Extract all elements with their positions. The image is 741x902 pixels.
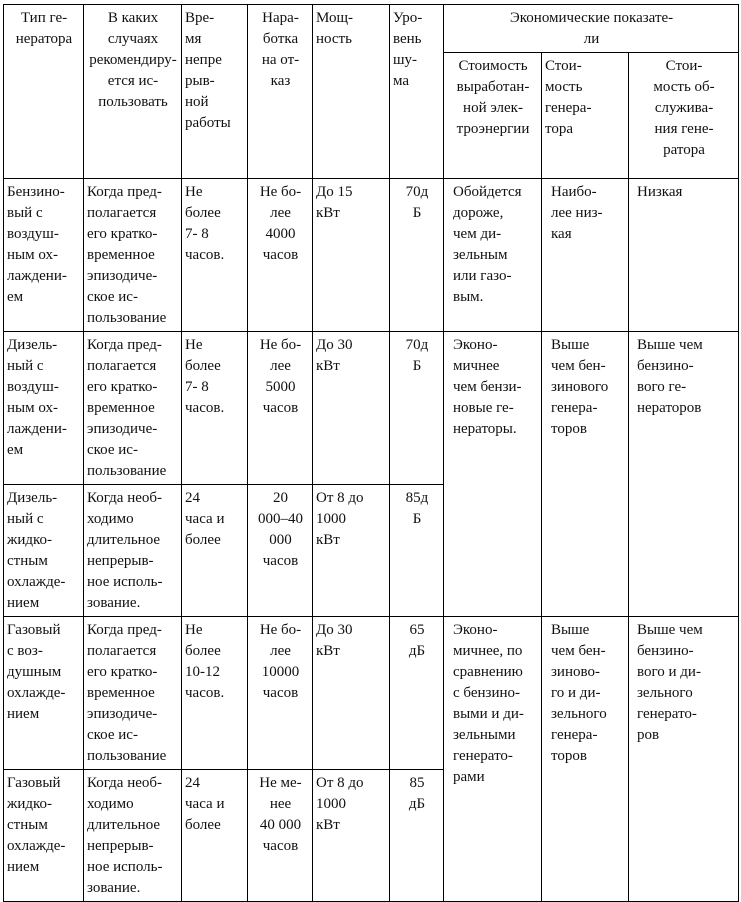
cell-cases: Когда необ- ходимо длительное непрерыв- ное исполь- зование. bbox=[84, 770, 182, 902]
cell-noise: 85д Б bbox=[390, 485, 444, 617]
header-generator-type: Тип ге- нератора bbox=[4, 5, 84, 179]
cell-type: Бензино- вый с воздуш- ным ох- лаждени- ем bbox=[4, 179, 84, 332]
cell-noise: 85 дБ bbox=[390, 770, 444, 902]
table-row bbox=[4, 332, 739, 485]
cell-energy-cost: Эконо- мичнее чем бензи- новые ге- нераторы. bbox=[444, 332, 542, 617]
cell-noise: 65 дБ bbox=[390, 617, 444, 770]
cell-cases: Когда пред- полагается его кратко- временное эпизодиче- ское ис- пользование bbox=[84, 179, 182, 332]
cell-noise: 70д Б bbox=[390, 179, 444, 332]
cell-type: Газовый жидко- стным охлажде- нием bbox=[4, 770, 84, 902]
cell-generator-cost: Наибо- лее низ- кая bbox=[542, 179, 629, 332]
cell-time: 24 часа и более bbox=[182, 770, 248, 902]
cell-power: От 8 до 1000 кВт bbox=[313, 485, 390, 617]
header-row-top bbox=[4, 5, 739, 53]
cell-energy-cost: Обойдется дороже, чем ди- зельным или газо- вым. bbox=[444, 179, 542, 332]
cell-energy-cost: Эконо- мичнее, по сравнению с бензино- выми и ди- зельными генерато- рами bbox=[444, 617, 542, 902]
cell-time: Не более 7- 8 часов. bbox=[182, 332, 248, 485]
header-power: Мощ- ность bbox=[313, 5, 390, 179]
generator-comparison-table bbox=[3, 4, 739, 902]
cell-type: Дизель- ный с жидко- стным охлажде- нием bbox=[4, 485, 84, 617]
header-noise-level: Уро- вень шу- ма bbox=[390, 5, 444, 179]
cell-power: До 15 кВт bbox=[313, 179, 390, 332]
cell-type: Газовый с воз- душным охлажде- нием bbox=[4, 617, 84, 770]
header-energy-cost: Стоимость выработан- ной элек- троэнергии bbox=[444, 53, 542, 179]
table-row bbox=[4, 179, 739, 332]
cell-noise: 70д Б bbox=[390, 332, 444, 485]
cell-power: От 8 до 1000 кВт bbox=[313, 770, 390, 902]
cell-service-cost: Низкая bbox=[629, 179, 739, 332]
cell-mtbf: Не бо- лее 10000 часов bbox=[248, 617, 313, 770]
cell-mtbf: Не бо- лее 4000 часов bbox=[248, 179, 313, 332]
header-mean-time-between-failures: Нара- ботка на от- каз bbox=[248, 5, 313, 179]
cell-mtbf: Не бо- лее 5000 часов bbox=[248, 332, 313, 485]
table-header bbox=[4, 5, 739, 179]
cell-time: Не более 7- 8 часов. bbox=[182, 179, 248, 332]
header-generator-cost: Стои- мость генера- тора bbox=[542, 53, 629, 179]
table-row bbox=[4, 617, 739, 770]
header-continuous-operation-time: Вре- мя непре рыв- ной работы bbox=[182, 5, 248, 179]
cell-cases: Когда пред- полагается его кратко- временное эпизодиче- ское ис- пользование bbox=[84, 617, 182, 770]
cell-time: Не более 10-12 часов. bbox=[182, 617, 248, 770]
cell-mtbf: Не ме- нее 40 000 часов bbox=[248, 770, 313, 902]
cell-mtbf: 20 000–40 000 часов bbox=[248, 485, 313, 617]
header-economic-indicators: Экономические показате- ли bbox=[444, 5, 739, 53]
header-recommended-use: В каких случаях рекомендиру- ется ис- пользовать bbox=[84, 5, 182, 179]
cell-generator-cost: Выше чем бен- зиново- го и ди- зельного генера- торов bbox=[542, 617, 629, 902]
cell-service-cost: Выше чем бензино- вого ге- нераторов bbox=[629, 332, 739, 617]
cell-generator-cost: Выше чем бен- зинового генера- торов bbox=[542, 332, 629, 617]
header-service-cost: Стои- мость об- служива- ния гене- ратора bbox=[629, 53, 739, 179]
table-body bbox=[4, 179, 739, 902]
cell-service-cost: Выше чем бензино- вого и ди- зельного генерато- ров bbox=[629, 617, 739, 902]
cell-time: 24 часа и более bbox=[182, 485, 248, 617]
cell-cases: Когда необ- ходимо длительное непрерыв- ное исполь- зование. bbox=[84, 485, 182, 617]
cell-type: Дизель- ный с воздуш- ным ох- лаждени- ем bbox=[4, 332, 84, 485]
cell-power: До 30 кВт bbox=[313, 617, 390, 770]
cell-power: До 30 кВт bbox=[313, 332, 390, 485]
cell-cases: Когда пред- полагается его кратко- временное эпизодиче- ское ис- пользование bbox=[84, 332, 182, 485]
